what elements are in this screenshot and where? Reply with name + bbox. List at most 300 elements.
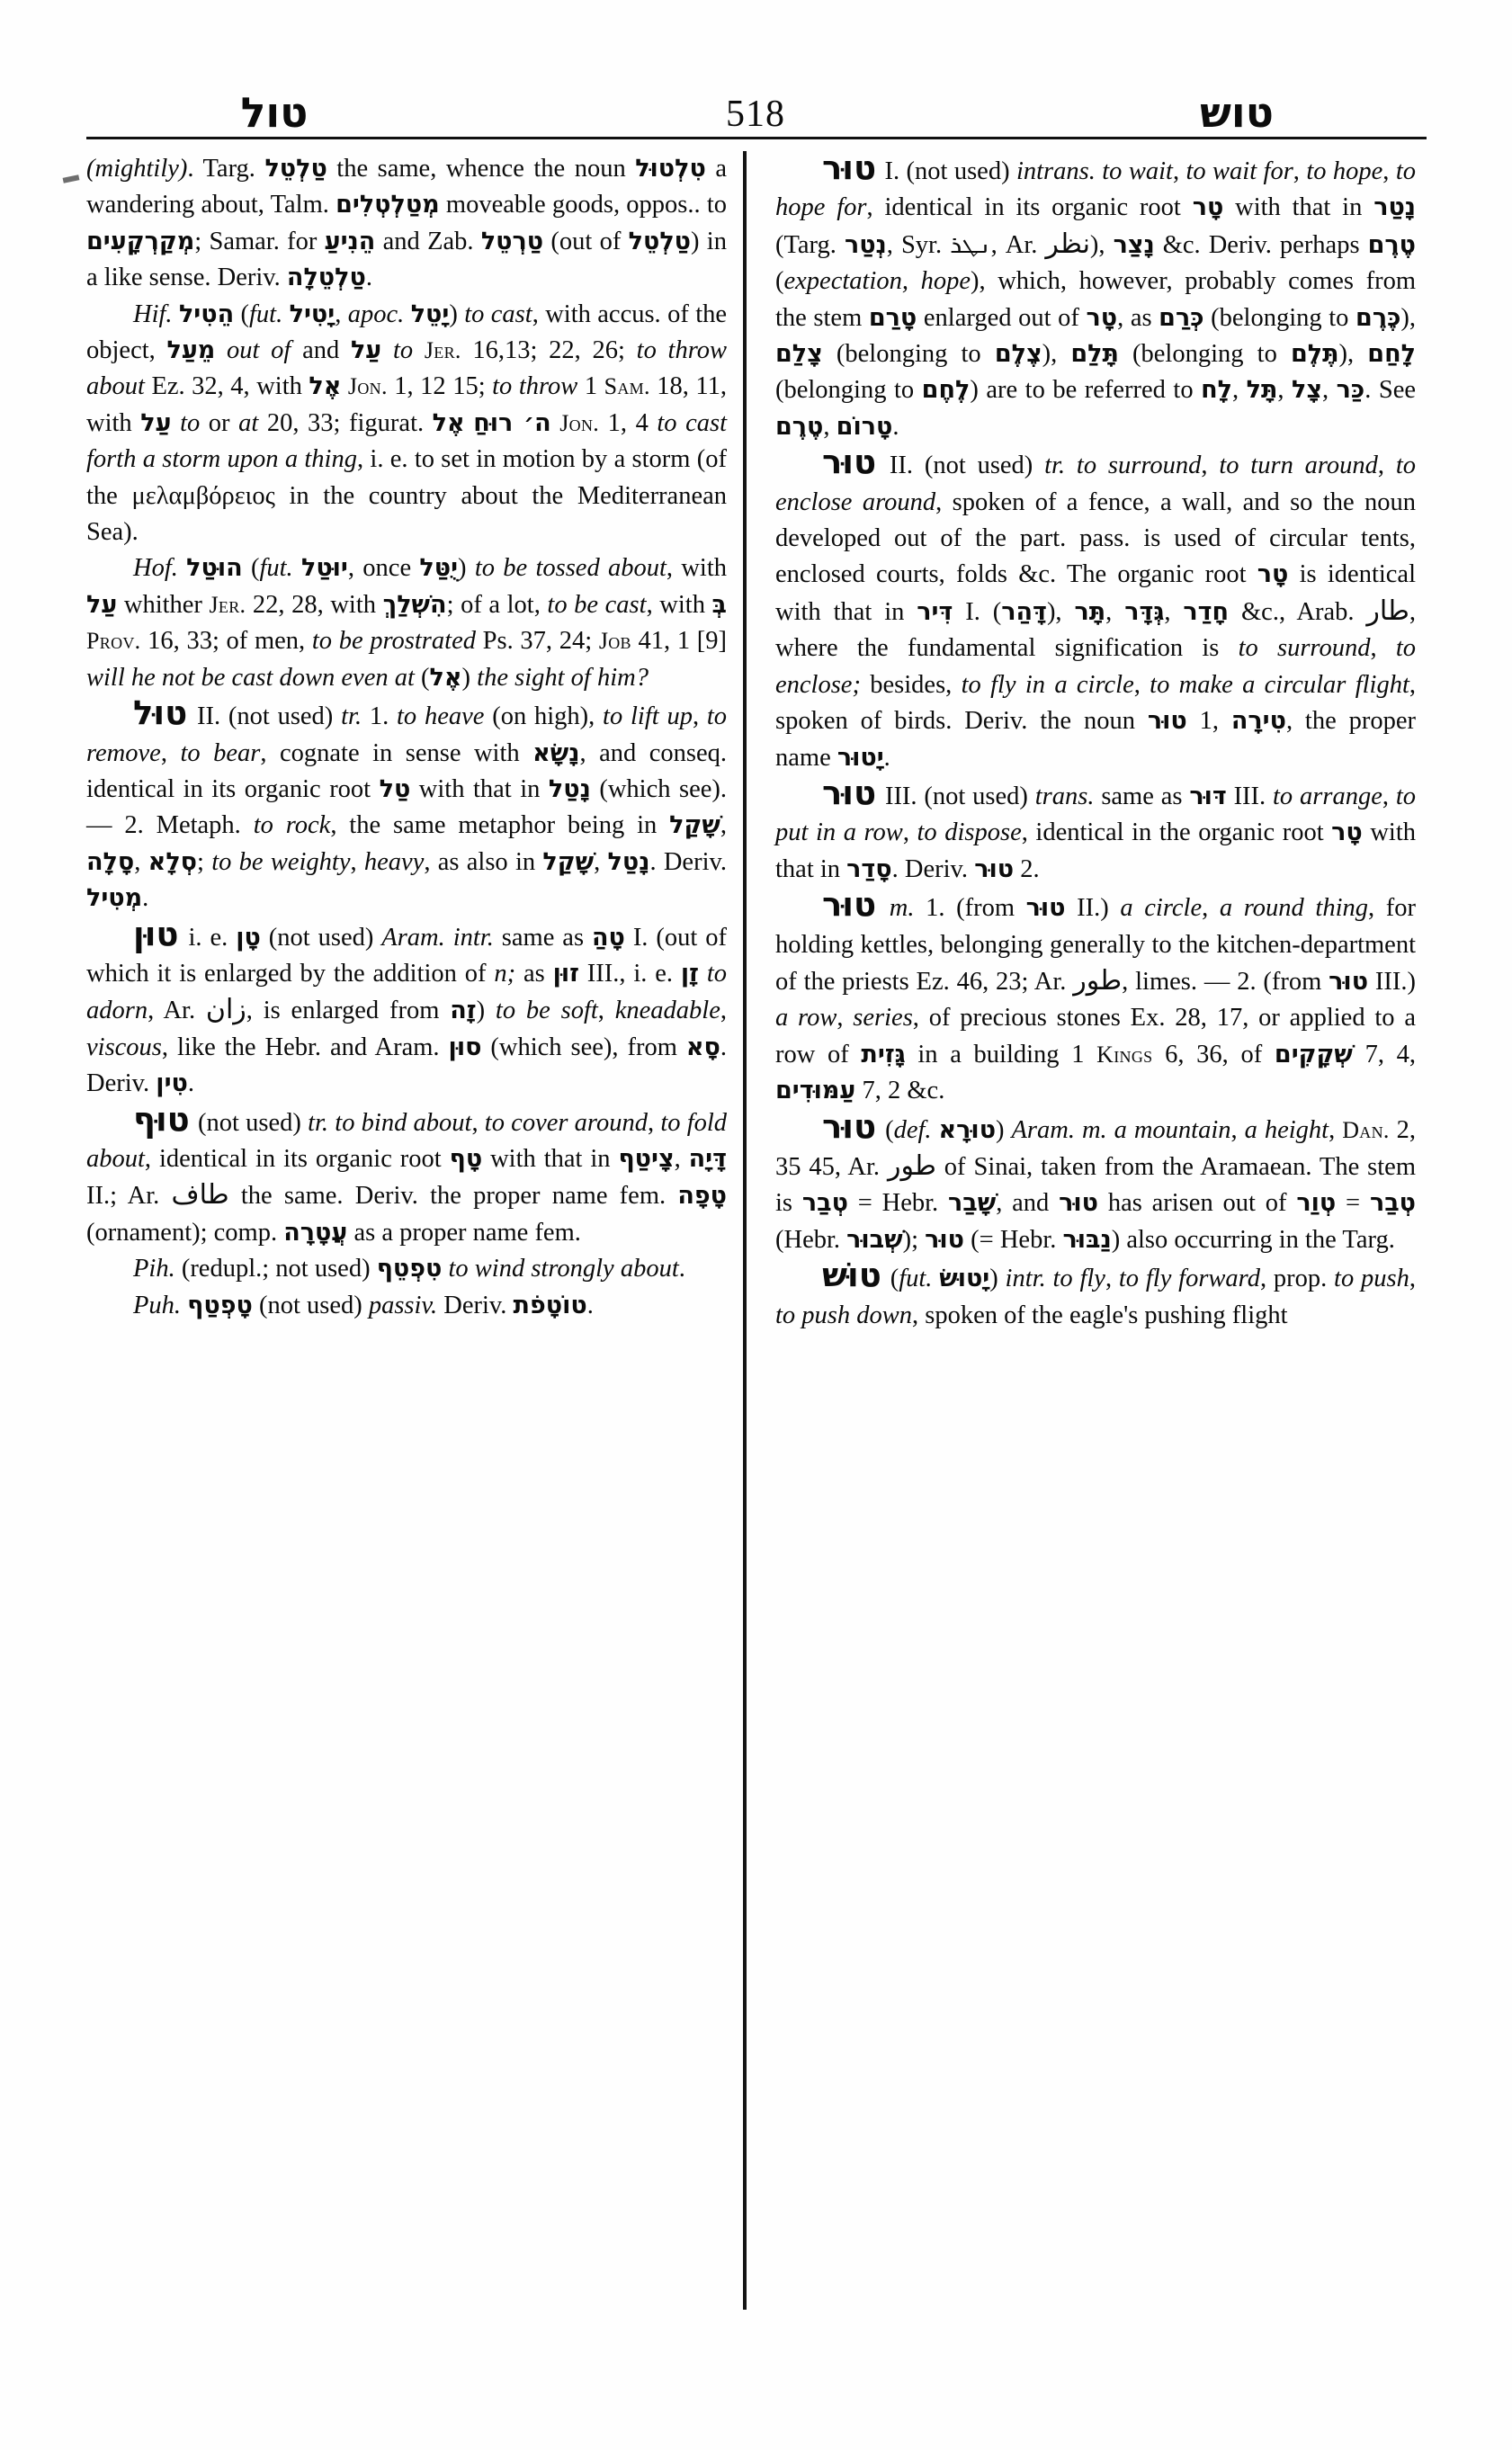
gloss-italic: trans. xyxy=(1034,782,1095,810)
body-text: , i. e. to set in motion by a storm (of the μελαμβόρειος in the country about the Mediterranean Sea). xyxy=(86,445,727,547)
body-text: , xyxy=(1329,1115,1343,1144)
body-text: 1 xyxy=(577,372,604,401)
hebrew-word: סְלָא xyxy=(148,847,197,876)
body-text: . xyxy=(586,1291,594,1319)
body-text: , xyxy=(1172,157,1186,185)
gloss-italic: to throw xyxy=(492,372,578,401)
body-text: (not used) xyxy=(191,1108,309,1137)
body-text: , xyxy=(1164,597,1184,626)
body-text: , the same metaphor being in xyxy=(330,811,670,840)
body-text: besides, xyxy=(860,670,962,699)
body-text: as xyxy=(515,959,553,988)
gloss-italic: to xyxy=(180,408,201,437)
body-text: , xyxy=(597,997,615,1025)
body-text: , xyxy=(1202,894,1220,923)
gloss-italic: to enclose; xyxy=(775,634,1416,699)
gloss-italic: a circle xyxy=(1120,894,1203,923)
hebrew-word: יָטִיל xyxy=(289,300,336,328)
hebrew-word: כַּר xyxy=(1336,376,1365,405)
gloss-italic: to cast xyxy=(464,300,532,328)
hebrew-word: טוּר xyxy=(1025,894,1066,923)
gloss-italic: to surround xyxy=(1238,634,1371,663)
body-text xyxy=(381,336,393,364)
body-text: (not used) xyxy=(260,923,382,952)
hebrew-word: עַל xyxy=(140,408,172,437)
hebrew-word: יָטוּשׂ xyxy=(939,1265,990,1293)
gloss-italic: to dispose xyxy=(917,818,1022,847)
hebrew-word: דָּהַר xyxy=(1001,597,1047,626)
body-text: , xyxy=(160,738,181,767)
gloss-italic: to turn around xyxy=(1219,452,1378,480)
hebrew-word: הוּטַל xyxy=(186,554,243,583)
body-text: . xyxy=(187,1069,194,1098)
body-text: I. ( xyxy=(953,597,1002,626)
entry-paragraph xyxy=(775,1258,1416,1334)
body-text xyxy=(932,1116,939,1144)
body-columns xyxy=(86,148,1428,2400)
hebrew-word: נָטַל xyxy=(548,774,591,803)
body-text: and Zab. xyxy=(375,227,481,255)
arabic-word: نظر xyxy=(1045,228,1090,260)
body-text: (ornament); comp. xyxy=(86,1218,284,1247)
body-text: with that in xyxy=(775,818,1416,883)
scripture-reference: Dan. xyxy=(1342,1116,1390,1143)
body-text: ( xyxy=(234,300,250,328)
body-text: = xyxy=(1336,1189,1370,1218)
body-text: 16, 33; of men, xyxy=(140,627,312,656)
hebrew-word: מְקַרְקָעִים xyxy=(86,227,195,255)
gloss-italic: to rock xyxy=(253,811,331,840)
body-text: ( xyxy=(242,554,260,583)
hebrew-word: טִלְטוּל xyxy=(635,155,706,183)
body-text: (not used) xyxy=(252,1291,369,1319)
arabic-word: طور xyxy=(1073,964,1123,997)
body-text: the same. Deriv. the proper name fem. xyxy=(228,1182,678,1211)
running-head-left-headword: טול xyxy=(240,88,309,137)
hebrew-word: הֵנִיעַ xyxy=(324,227,376,255)
body-text: (= Hebr. xyxy=(964,1225,1063,1254)
body-text: I. (not used) xyxy=(878,157,1016,185)
hebrew-word: סָלָה xyxy=(86,847,135,876)
hebrew-word: טָף xyxy=(449,1144,483,1173)
body-text: ) are to be referred to xyxy=(970,376,1202,405)
gloss-italic: to be cast xyxy=(547,590,647,619)
entry-headword: טוּשׁ xyxy=(822,1256,881,1295)
hebrew-word: עַמּוּדִים xyxy=(775,1077,856,1105)
body-text: ( xyxy=(414,663,430,692)
body-text: , and xyxy=(996,1189,1060,1218)
hebrew-word: צָל xyxy=(1292,376,1323,405)
body-text: . Deriv. xyxy=(86,1033,728,1098)
entry-paragraph xyxy=(86,550,727,696)
hebrew-word: טוּר xyxy=(1147,707,1187,736)
gloss-italic: to remove xyxy=(86,702,728,767)
gloss-italic: m. xyxy=(889,894,915,923)
hebrew-word: טָר xyxy=(1086,303,1118,332)
body-text xyxy=(282,300,289,328)
body-text: 18, 11, with xyxy=(86,372,728,437)
gloss-italic: at xyxy=(238,408,259,437)
hebrew-word: סוּן xyxy=(448,1033,482,1061)
gloss-italic: intr. to fly xyxy=(1005,1265,1105,1293)
gloss-italic: def. xyxy=(893,1115,932,1144)
body-text: , spoken of the eagle's pushing flight xyxy=(912,1301,1288,1329)
body-text: . Targ. xyxy=(187,155,265,183)
body-text: &c. Deriv. perhaps xyxy=(1154,230,1368,259)
body-text: , xyxy=(837,1004,854,1033)
entry-paragraph xyxy=(86,151,727,297)
gloss-italic: to fly forward xyxy=(1118,1265,1260,1293)
body-text: , xyxy=(471,1108,485,1137)
gloss-italic: to hope xyxy=(1306,157,1383,185)
gloss-italic: to push down xyxy=(775,1301,913,1329)
entry-headword: טוּר xyxy=(822,1106,877,1146)
gloss-italic: fut. xyxy=(899,1265,933,1293)
hebrew-word: טִין xyxy=(156,1069,188,1098)
body-text: ), xyxy=(1046,597,1075,626)
body-text: . Deriv. xyxy=(649,847,728,876)
body-text xyxy=(465,409,474,437)
header-rule xyxy=(86,137,1427,139)
hebrew-word: טֶרֶם xyxy=(1367,230,1416,259)
gloss-italic: fut. xyxy=(249,300,283,328)
body-text: 1, 4 xyxy=(599,408,658,437)
scripture-reference: Kings xyxy=(1096,1041,1153,1068)
body-text: and xyxy=(291,336,351,365)
hebrew-word: צָלַם xyxy=(775,340,823,369)
gloss-italic: to put in a row xyxy=(775,782,1416,847)
body-text: , xyxy=(1293,157,1307,185)
hebrew-word: טָן xyxy=(236,923,261,952)
hebrew-word: הֵטִיל xyxy=(178,300,235,328)
arabic-word: طاف xyxy=(171,1179,229,1212)
body-text: (belonging to xyxy=(775,376,922,405)
body-text: , xyxy=(1382,157,1396,185)
gloss-italic: to be tossed about xyxy=(474,554,667,583)
entry-paragraph xyxy=(86,1099,728,1252)
body-text: , spoken of a fence, a wall, and so the noun developed out of the part. pass. is used of circular tents, enclosed courts, folds &c. The organic root xyxy=(775,487,1416,589)
gloss-italic: tr. xyxy=(341,702,362,731)
entry-paragraph xyxy=(86,693,728,917)
entry-paragraph xyxy=(775,773,1416,888)
body-text: , Syr. xyxy=(886,230,951,259)
hebrew-word: דָּיָה xyxy=(688,1144,727,1173)
body-text: ), which, however, probably comes from the stem xyxy=(775,267,1416,332)
body-text: II. (not used) xyxy=(878,452,1045,480)
body-text: 6, 36, of xyxy=(1152,1040,1275,1069)
body-text: , xyxy=(1382,782,1396,810)
hebrew-word: הִשְׁלַךְ xyxy=(382,590,447,619)
scripture-reference: Sam. xyxy=(604,373,650,400)
body-text: 22, 28, with xyxy=(246,590,383,619)
body-text: , xyxy=(594,847,608,876)
hebrew-word: שָׁבַר xyxy=(947,1189,997,1218)
hebrew-word: עַל xyxy=(86,590,118,619)
hebrew-word: נָצַר xyxy=(1113,230,1155,259)
body-text: , xyxy=(1201,452,1220,480)
gloss-italic: to be prostrated xyxy=(311,627,476,656)
hebrew-word: שָׁקַל xyxy=(669,811,720,840)
scan-artifact xyxy=(63,174,80,183)
body-text: ); xyxy=(902,1225,926,1254)
body-text: = Hebr. xyxy=(847,1189,948,1218)
hebrew-word: סָא xyxy=(685,1033,720,1061)
body-text: ( xyxy=(882,1265,899,1293)
body-text: same as xyxy=(1094,782,1190,810)
body-text: II.; Ar. xyxy=(86,1182,172,1211)
hebrew-word: טַרְטֵל xyxy=(480,227,544,255)
hebrew-word: טַלְטֵלָה xyxy=(286,264,366,292)
body-text: , the proper name xyxy=(775,707,1417,772)
body-text: ) xyxy=(461,663,478,692)
hebrew-word: מֵעַל xyxy=(166,336,216,365)
hebrew-word: טְוַר xyxy=(1296,1189,1337,1218)
gloss-italic: to fly in a circle xyxy=(961,670,1134,699)
arabic-word: طور xyxy=(887,1149,936,1182)
body-text: , xyxy=(1277,376,1293,405)
gloss-italic: to enclose around xyxy=(775,452,1417,516)
body-text: , like the Hebr. and Aram. xyxy=(161,1033,449,1061)
body-text: , xyxy=(720,811,727,840)
body-text: II. (not used) xyxy=(189,702,342,731)
body-text: a wandering about, Talm. xyxy=(86,155,727,219)
running-head xyxy=(81,52,1430,137)
body-text: ) xyxy=(449,300,465,328)
body-text: , xyxy=(350,847,364,876)
gloss-italic: to be weighty xyxy=(211,847,351,876)
entry-paragraph xyxy=(86,1288,727,1324)
scripture-reference: Jer. xyxy=(209,591,246,618)
body-text: ( xyxy=(878,1115,894,1144)
running-head-right-headword: טוש xyxy=(1200,88,1274,137)
body-text: , as xyxy=(1117,303,1159,332)
entry-paragraph xyxy=(86,1251,727,1287)
body-text: , identical in its organic root xyxy=(144,1144,450,1173)
body-text: . See xyxy=(1364,376,1417,405)
body-text: , xyxy=(692,702,707,731)
body-text: (redupl.; not used) xyxy=(174,1255,377,1283)
gloss-italic: to fold about xyxy=(86,1108,728,1173)
hebrew-word: תָּר xyxy=(1074,597,1106,626)
gloss-italic: to xyxy=(392,336,414,365)
hebrew-word: אֶל xyxy=(309,372,342,401)
body-text: , for holding kettles, belonging generally to the kitchen-department of the priests Ez. 46, 23; Ar. xyxy=(775,894,1417,996)
body-text: ) xyxy=(458,554,475,583)
body-text: . xyxy=(883,743,890,772)
gloss-italic: to arrange xyxy=(1273,782,1382,810)
body-text: in a building 1 xyxy=(905,1040,1097,1069)
entry-paragraph xyxy=(775,148,1417,445)
body-text: 41, 1 [9] xyxy=(631,627,727,656)
body-text: (out of xyxy=(543,227,629,255)
body-text: with that in xyxy=(482,1144,619,1173)
hebrew-word: תָּלַם xyxy=(1070,340,1119,369)
hebrew-word: שְׁקָקִים xyxy=(1274,1040,1353,1069)
body-text: ), xyxy=(1042,340,1071,369)
body-text: is identical with that in xyxy=(775,560,1416,626)
body-text xyxy=(404,300,410,328)
body-text: ; Samar. for xyxy=(194,227,325,255)
body-text: ; xyxy=(197,847,212,876)
body-text: III., i. e. xyxy=(578,959,681,988)
entry-headword: טוּר xyxy=(822,773,877,812)
hebrew-word: תֶּלֶם xyxy=(1290,340,1339,369)
body-text: same as xyxy=(493,923,592,952)
hebrew-word: טִירָה xyxy=(1230,707,1286,736)
body-text: Ez. 32, 4, with xyxy=(144,372,309,401)
gloss-italic: to be soft xyxy=(495,997,598,1025)
body-text: ; of a lot, xyxy=(446,590,548,619)
gloss-italic: (mightily) xyxy=(86,155,188,183)
entry-headword: טוּל xyxy=(133,693,188,733)
hebrew-word: זָה xyxy=(450,997,477,1025)
body-text: , xyxy=(1231,376,1247,405)
page-number: 518 xyxy=(726,94,785,135)
body-text: whither xyxy=(117,590,210,619)
hebrew-word: טִפְטֵף xyxy=(376,1255,443,1283)
gloss-italic: to cover around xyxy=(484,1108,648,1137)
body-text: III.) xyxy=(1368,967,1416,996)
hebrew-word: כְּרַם xyxy=(1159,303,1204,332)
gloss-italic: to bind about xyxy=(335,1108,472,1137)
hebrew-word: סָדַר xyxy=(846,854,892,883)
gloss-italic: will he not be cast down even at xyxy=(86,663,415,692)
hebrew-word: שְׁבוּר xyxy=(846,1225,903,1254)
body-text: the same, whence the noun xyxy=(327,155,636,183)
body-text: moveable goods, oppos.. to xyxy=(439,191,727,219)
body-text xyxy=(341,372,348,400)
body-text: , Ar. xyxy=(990,230,1046,259)
body-text: ), xyxy=(1400,303,1416,332)
hebrew-word: טוּר xyxy=(1059,1189,1098,1218)
body-text: . xyxy=(142,884,149,913)
gloss-italic: heavy xyxy=(363,847,425,876)
gloss-italic: to lift up xyxy=(603,702,693,731)
body-text: , xyxy=(1133,670,1150,699)
gloss-italic: intrans. to wait xyxy=(1015,157,1173,185)
body-text: &c., Arab. xyxy=(1229,597,1367,626)
hebrew-word: נְטַר xyxy=(844,230,887,259)
body-text: , cognate in sense with xyxy=(260,738,533,767)
body-text: 1, 12 15; xyxy=(387,372,493,401)
entry-headword: טוּר xyxy=(822,885,877,925)
body-text: ) xyxy=(989,1265,1006,1293)
hebrew-word: טָרוֹם xyxy=(836,412,893,441)
entry-headword: טוּן xyxy=(133,914,179,953)
gloss-italic: to push xyxy=(1334,1265,1409,1293)
hebrew-word: טָהַ xyxy=(591,923,625,952)
hebrew-word: טָרַם xyxy=(868,303,917,332)
body-text: 1, xyxy=(1186,707,1231,736)
hebrew-word: יָטֵל xyxy=(410,300,450,328)
hebrew-word: שָׁקַל xyxy=(542,847,595,876)
hebrew-word: טֶרֶם xyxy=(775,412,824,441)
body-text: II.) xyxy=(1065,894,1121,923)
gloss-italic: viscous xyxy=(86,1033,162,1061)
gloss-italic: to hope for xyxy=(775,157,1416,222)
gloss-italic: kneadable xyxy=(614,997,720,1025)
entry-headword: טוּר xyxy=(822,148,877,187)
body-text xyxy=(172,409,181,437)
hebrew-word: טַל xyxy=(379,774,411,803)
body-text: with that in xyxy=(1223,193,1374,222)
body-text xyxy=(215,336,227,364)
body-text: ) xyxy=(996,1115,1012,1144)
body-text: Deriv. xyxy=(437,1291,514,1319)
body-text: , xyxy=(134,847,148,876)
body-text: ) also occurring in the Targ. xyxy=(1111,1225,1395,1254)
body-text: ), xyxy=(1089,230,1114,259)
body-text: ) in a like sense. Deriv. xyxy=(86,227,727,292)
hebrew-word: גְּדָּר xyxy=(1124,597,1165,626)
gloss-italic: tr. xyxy=(308,1108,329,1137)
gloss-italic: to heave xyxy=(397,702,485,731)
hebrew-word: טוּרָא xyxy=(938,1115,997,1144)
gloss-italic: n; xyxy=(494,959,516,988)
body-text: , of precious stones Ex. 28, 17, or applied to a row of xyxy=(775,1004,1417,1069)
body-text: 7, 2 &c. xyxy=(855,1077,945,1105)
left-column xyxy=(86,151,741,2400)
gloss-italic: tr. to surround xyxy=(1044,452,1202,480)
entry-paragraph xyxy=(775,885,1417,1109)
hebrew-word: זָן xyxy=(680,959,699,988)
gloss-italic: Hif. xyxy=(133,300,173,328)
body-text: enlarged out of xyxy=(917,303,1087,332)
right-column xyxy=(763,148,1417,2400)
gloss-italic: to throw about xyxy=(86,336,728,401)
body-text: I. (out of which it is enlarged by the addition of xyxy=(86,923,727,988)
hebrew-word: יָטוּר xyxy=(837,743,884,772)
body-text: , prop. xyxy=(1259,1265,1335,1293)
hebrew-word: דּוּר xyxy=(1189,782,1227,810)
hebrew-word: צָיטַף xyxy=(618,1144,675,1173)
body-text: , and conseq. identical in its organic root xyxy=(86,738,728,803)
hebrew-word: טָפָה xyxy=(677,1182,727,1211)
arabic-word: زان xyxy=(205,994,246,1026)
hebrew-word: מְטַלְטְלִים xyxy=(336,191,440,219)
body-text xyxy=(551,409,560,437)
body-text xyxy=(878,894,890,922)
hebrew-word: נָטַל xyxy=(607,847,650,876)
hebrew-word: דִּיר xyxy=(917,597,953,626)
body-text: , xyxy=(720,997,727,1025)
body-text: , xyxy=(1105,597,1125,626)
column-divider xyxy=(743,151,747,2310)
body-text xyxy=(413,336,425,364)
hebrew-word: לָחַם xyxy=(1367,340,1416,369)
body-text xyxy=(293,554,301,582)
body-text xyxy=(699,960,707,988)
body-text: 2. xyxy=(1014,854,1040,883)
body-text: has arisen out of xyxy=(1098,1189,1297,1218)
body-text: , limes. — 2. (from xyxy=(1122,967,1329,996)
hebrew-word: עַל xyxy=(350,336,382,365)
body-text: or xyxy=(200,408,239,437)
hebrew-word: לֶחֶם xyxy=(921,376,971,405)
body-text: , xyxy=(1322,376,1337,405)
hebrew-word: אֶל xyxy=(432,408,465,437)
entry-paragraph xyxy=(775,445,1416,776)
body-text: (belonging to xyxy=(822,340,995,369)
hebrew-word: זוּן xyxy=(552,959,579,988)
body-text: , once xyxy=(347,554,420,583)
hebrew-word: טְבַר xyxy=(1369,1189,1416,1218)
body-text: 20, 33; figurat. xyxy=(258,408,433,437)
hebrew-word: לָח xyxy=(1201,376,1232,405)
body-text: 1. xyxy=(362,702,398,731)
body-text: with that in xyxy=(410,774,549,803)
gloss-italic: Hof. xyxy=(133,554,178,583)
